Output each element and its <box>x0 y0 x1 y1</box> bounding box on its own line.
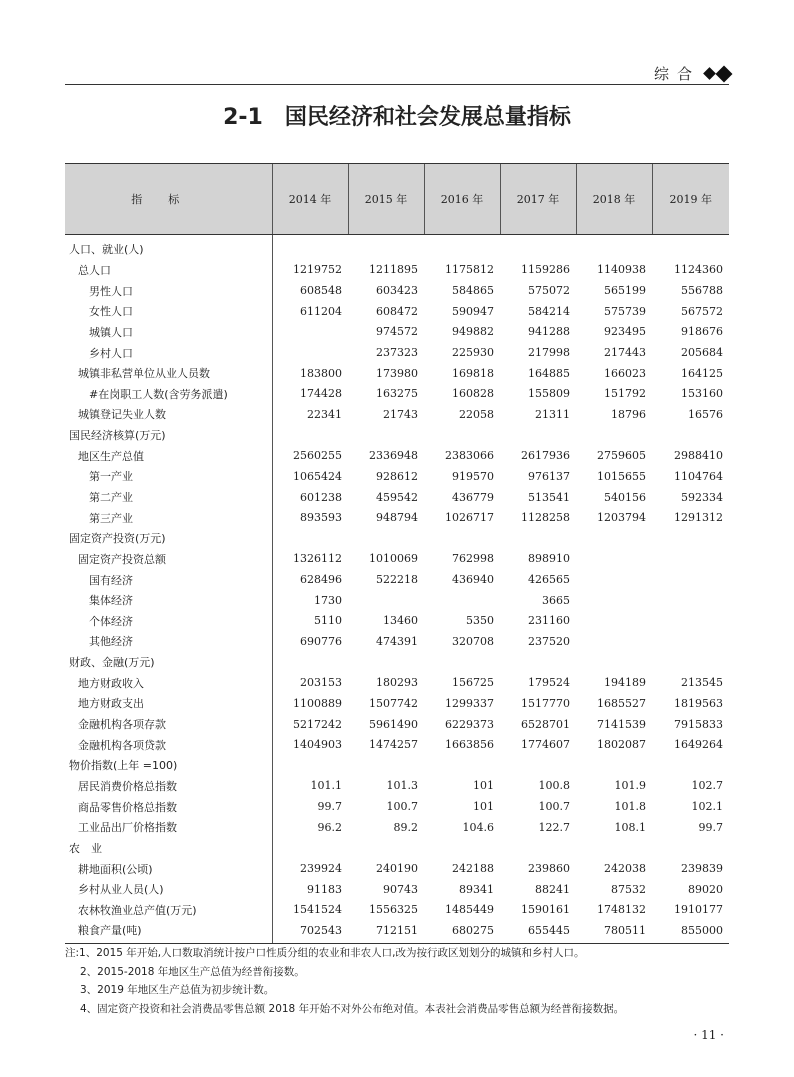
table-row <box>65 755 729 776</box>
table-row <box>65 301 729 322</box>
cell-value <box>576 590 652 611</box>
row-label: 金融机构各项贷款 <box>65 734 272 755</box>
table-row <box>65 652 729 673</box>
cell-value: 575739 <box>604 304 646 318</box>
row-label: 农 业 <box>65 838 272 859</box>
row-label: 个体经济 <box>65 611 272 632</box>
row-label: 固定资产投资(万元) <box>65 528 272 549</box>
row-label: #在岗职工人数(含劳务派遣) <box>65 383 272 404</box>
table-header-row <box>65 164 729 235</box>
note-line: 注:1、2015 年开始,人口数取消统计按户口性质分组的农业和非农人口,改为按行政区划划分的城镇和乡村人口。 <box>65 947 585 959</box>
cell-value: 1140938 <box>597 263 646 277</box>
cell-value <box>424 528 500 549</box>
cell-value: 7915833 <box>674 717 723 731</box>
cell-value: 166023 <box>604 366 646 380</box>
row-label: 工业品出厂价格指数 <box>65 817 272 838</box>
cell-value: 101.8 <box>614 800 646 814</box>
table-row <box>65 445 729 466</box>
cell-value <box>272 425 348 446</box>
cell-value: 1299337 <box>445 696 494 710</box>
cell-value <box>348 590 424 611</box>
cell-value: 100.7 <box>538 800 570 814</box>
cell-value <box>500 528 576 549</box>
diamond-icon <box>702 68 730 80</box>
row-label: 居民消费价格总指数 <box>65 776 272 797</box>
cell-value: 762998 <box>452 552 494 566</box>
cell-value: 101 <box>473 800 494 814</box>
cell-value: 194189 <box>604 676 646 690</box>
cell-value: 173980 <box>376 366 418 380</box>
row-label: 城镇登记失业人数 <box>65 404 272 425</box>
cell-value <box>424 425 500 446</box>
cell-value: 1590161 <box>521 903 570 917</box>
cell-value: 156725 <box>452 676 494 690</box>
cell-value: 231160 <box>528 614 570 628</box>
cell-value: 949882 <box>452 325 494 339</box>
cell-value: 101 <box>473 779 494 793</box>
cell-value <box>272 528 348 549</box>
cell-value: 89.2 <box>393 820 418 834</box>
cell-value: 155809 <box>528 387 570 401</box>
table-row <box>65 528 729 549</box>
cell-value: 1326112 <box>293 552 342 566</box>
table-row <box>65 404 729 425</box>
table-title: 国民经济和社会发展总量指标 <box>284 105 571 130</box>
row-label: 女性人口 <box>65 301 272 322</box>
cell-value <box>424 838 500 859</box>
row-label: 乡村人口 <box>65 342 272 363</box>
cell-value: 575072 <box>528 284 570 298</box>
row-label: 城镇人口 <box>65 322 272 343</box>
cell-value: 459542 <box>376 490 418 504</box>
cell-value <box>424 590 500 611</box>
cell-value: 99.7 <box>698 820 723 834</box>
cell-value <box>652 549 729 570</box>
row-label: 第三产业 <box>65 507 272 528</box>
cell-value: 5110 <box>314 614 342 628</box>
header-rule <box>65 84 729 85</box>
cell-value: 240190 <box>376 862 418 876</box>
table-row <box>65 817 729 838</box>
cell-value: 976137 <box>528 469 570 483</box>
cell-value: 153160 <box>681 387 723 401</box>
cell-value <box>348 652 424 673</box>
cell-value: 1774607 <box>521 738 570 752</box>
cell-value: 1291312 <box>674 511 723 525</box>
row-label: 总人口 <box>65 260 272 281</box>
cell-value: 88241 <box>535 882 570 896</box>
cell-value: 1124360 <box>674 263 723 277</box>
cell-value: 436779 <box>452 490 494 504</box>
cell-value <box>348 755 424 776</box>
cell-value: 513541 <box>528 490 570 504</box>
cell-value <box>576 611 652 632</box>
row-label: 地方财政收入 <box>65 672 272 693</box>
cell-value: 1802087 <box>597 738 646 752</box>
table-row <box>65 900 729 921</box>
row-label: 商品零售价格总指数 <box>65 796 272 817</box>
row-label: 城镇非私营单位从业人员数 <box>65 363 272 384</box>
cell-value: 1556325 <box>369 903 418 917</box>
cell-value: 584865 <box>452 284 494 298</box>
cell-value: 101.9 <box>614 779 646 793</box>
cell-value: 1128258 <box>521 511 570 525</box>
cell-value: 1730 <box>314 593 342 607</box>
cell-value: 242188 <box>452 862 494 876</box>
cell-value <box>348 425 424 446</box>
cell-value: 22058 <box>459 407 494 421</box>
cell-value: 180293 <box>376 676 418 690</box>
table-row <box>65 796 729 817</box>
cell-value: 164885 <box>528 366 570 380</box>
cell-value <box>576 528 652 549</box>
cell-value: 918676 <box>681 325 723 339</box>
row-label: 固定资产投资总额 <box>65 549 272 570</box>
cell-value <box>500 235 576 260</box>
cell-value: 474391 <box>376 634 418 648</box>
cell-value: 1819563 <box>674 696 723 710</box>
table-row <box>65 611 729 632</box>
cell-value: 898910 <box>528 552 570 566</box>
row-label: 物价指数(上年 =100) <box>65 755 272 776</box>
cell-value <box>576 755 652 776</box>
cell-value: 100.8 <box>538 779 570 793</box>
cell-value: 101.3 <box>386 779 418 793</box>
row-label: 农林牧渔业总产值(万元) <box>65 900 272 921</box>
cell-value: 1159286 <box>521 263 570 277</box>
cell-value: 213545 <box>681 676 723 690</box>
table-row <box>65 383 729 404</box>
cell-value: 237520 <box>528 634 570 648</box>
cell-value: 183800 <box>300 366 342 380</box>
cell-value: 91183 <box>307 882 342 896</box>
cell-value: 1219752 <box>293 263 342 277</box>
row-label: 地区生产总值 <box>65 445 272 466</box>
cell-value: 2560255 <box>293 449 342 463</box>
cell-value: 1100889 <box>293 696 342 710</box>
cell-value: 205684 <box>681 346 723 360</box>
cell-value: 6528701 <box>521 717 570 731</box>
page-number: · 11 · <box>693 1028 724 1042</box>
cell-value: 163275 <box>376 387 418 401</box>
cell-value: 1748132 <box>597 903 646 917</box>
cell-value: 89341 <box>459 882 494 896</box>
cell-value: 426565 <box>528 573 570 587</box>
cell-value: 1507742 <box>369 696 418 710</box>
cell-value: 18796 <box>611 407 646 421</box>
cell-value: 239860 <box>528 862 570 876</box>
cell-value: 237323 <box>376 346 418 360</box>
cell-value: 5217242 <box>293 717 342 731</box>
cell-value: 104.6 <box>462 820 494 834</box>
cell-value: 948794 <box>376 511 418 525</box>
cell-value <box>652 528 729 549</box>
cell-value: 1203794 <box>597 511 646 525</box>
cell-value: 1485449 <box>445 903 494 917</box>
cell-value: 1474257 <box>369 738 418 752</box>
cell-value: 611204 <box>300 304 342 318</box>
row-label: 金融机构各项存款 <box>65 714 272 735</box>
table-row <box>65 342 729 363</box>
row-label: 男性人口 <box>65 280 272 301</box>
cell-value: 164125 <box>681 366 723 380</box>
table-row <box>65 879 729 900</box>
cell-value: 151792 <box>604 387 646 401</box>
cell-value <box>652 755 729 776</box>
cell-value: 96.2 <box>317 820 342 834</box>
cell-value <box>652 611 729 632</box>
cell-value <box>272 838 348 859</box>
table-row <box>65 776 729 797</box>
cell-value <box>272 342 348 363</box>
cell-value: 5350 <box>466 614 494 628</box>
cell-value: 22341 <box>307 407 342 421</box>
cell-value: 122.7 <box>538 820 570 834</box>
table-row <box>65 466 729 487</box>
cell-value: 436940 <box>452 573 494 587</box>
note-line: 4、固定资产投资和社会消费品零售总额 2018 年开始不对外公布绝对值。本表社会消费品零售总额为经普衔接数据。 <box>80 1002 625 1015</box>
row-label: 粮食产量(吨) <box>65 920 272 943</box>
table-row <box>65 734 729 755</box>
cell-value <box>272 322 348 343</box>
cell-value: 99.7 <box>317 800 342 814</box>
cell-value: 601238 <box>300 490 342 504</box>
cell-value <box>576 631 652 652</box>
cell-value: 217998 <box>528 346 570 360</box>
cell-value <box>424 755 500 776</box>
header-year: 2019 年 <box>652 164 729 235</box>
cell-value: 242038 <box>604 862 646 876</box>
table-body <box>65 235 729 944</box>
table-row <box>65 838 729 859</box>
cell-value: 1649264 <box>674 738 723 752</box>
table-row <box>65 549 729 570</box>
cell-value: 21311 <box>535 407 570 421</box>
cell-value: 923495 <box>604 325 646 339</box>
cell-value: 567572 <box>681 304 723 318</box>
cell-value: 584214 <box>528 304 570 318</box>
row-label: 集体经济 <box>65 590 272 611</box>
table-row <box>65 858 729 879</box>
cell-value <box>652 425 729 446</box>
cell-value: 1517770 <box>521 696 570 710</box>
cell-value <box>652 838 729 859</box>
cell-value: 89020 <box>688 882 723 896</box>
row-label: 乡村从业人员(人) <box>65 879 272 900</box>
cell-value: 239839 <box>681 862 723 876</box>
cell-value: 87532 <box>611 882 646 896</box>
cell-value <box>424 235 500 260</box>
cell-value: 7141539 <box>597 717 646 731</box>
table-row <box>65 260 729 281</box>
table-row <box>65 322 729 343</box>
header-year: 2018 年 <box>576 164 652 235</box>
cell-value <box>652 652 729 673</box>
header-indicator: 指标 <box>65 164 272 235</box>
cell-value <box>500 755 576 776</box>
cell-value: 680275 <box>424 920 500 943</box>
table-row <box>65 672 729 693</box>
row-label: 财政、金融(万元) <box>65 652 272 673</box>
page-title <box>0 100 794 131</box>
note-line: 2、2015-2018 年地区生产总值为经普衔接数。 <box>80 965 305 978</box>
indicator-table <box>65 163 729 944</box>
table-row <box>65 920 729 943</box>
cell-value <box>272 652 348 673</box>
cell-value: 174428 <box>300 387 342 401</box>
cell-value: 6229373 <box>445 717 494 731</box>
cell-value: 179524 <box>528 676 570 690</box>
table-number: 2-1 <box>223 105 263 130</box>
cell-value: 1663856 <box>445 738 494 752</box>
section-label: 综合 <box>653 65 700 83</box>
row-label: 其他经济 <box>65 631 272 652</box>
row-label: 第一产业 <box>65 466 272 487</box>
table-row <box>65 714 729 735</box>
cell-value: 1065424 <box>293 469 342 483</box>
cell-value <box>500 652 576 673</box>
cell-value <box>652 590 729 611</box>
cell-value: 13460 <box>383 614 418 628</box>
cell-value <box>272 755 348 776</box>
table-row <box>65 631 729 652</box>
cell-value: 108.1 <box>614 820 646 834</box>
cell-value: 1910177 <box>674 903 723 917</box>
cell-value <box>500 838 576 859</box>
cell-value: 1404903 <box>293 738 342 752</box>
row-label: 国民经济核算(万元) <box>65 425 272 446</box>
cell-value <box>272 235 348 260</box>
cell-value: 1175812 <box>445 263 494 277</box>
cell-value <box>652 631 729 652</box>
cell-value: 1010069 <box>369 552 418 566</box>
header-year: 2017 年 <box>500 164 576 235</box>
section-tag <box>654 63 730 84</box>
cell-value: 690776 <box>300 634 342 648</box>
cell-value <box>500 425 576 446</box>
cell-value: 592334 <box>681 490 723 504</box>
row-label: 地方财政支出 <box>65 693 272 714</box>
cell-value <box>348 235 424 260</box>
cell-value: 1541524 <box>293 903 342 917</box>
row-label: 国有经济 <box>65 569 272 590</box>
cell-value: 655445 <box>500 920 576 943</box>
cell-value <box>652 569 729 590</box>
cell-value: 102.1 <box>691 800 723 814</box>
cell-value: 239924 <box>300 862 342 876</box>
cell-value: 540156 <box>604 490 646 504</box>
cell-value <box>348 838 424 859</box>
cell-value: 941288 <box>528 325 570 339</box>
cell-value: 608548 <box>300 284 342 298</box>
cell-value: 1104764 <box>674 469 723 483</box>
row-label: 第二产业 <box>65 487 272 508</box>
table-row <box>65 569 729 590</box>
cell-value: 590947 <box>452 304 494 318</box>
cell-value: 5961490 <box>369 717 418 731</box>
header-year: 2016 年 <box>424 164 500 235</box>
cell-value <box>576 569 652 590</box>
cell-value <box>576 652 652 673</box>
cell-value: 1211895 <box>369 263 418 277</box>
cell-value: 320708 <box>452 634 494 648</box>
cell-value: 603423 <box>376 284 418 298</box>
table-row <box>65 363 729 384</box>
cell-value <box>576 838 652 859</box>
cell-value <box>652 235 729 260</box>
cell-value <box>424 652 500 673</box>
cell-value: 1015655 <box>597 469 646 483</box>
cell-value: 21743 <box>383 407 418 421</box>
cell-value: 565199 <box>604 284 646 298</box>
cell-value: 1026717 <box>445 511 494 525</box>
cell-value: 928612 <box>376 469 418 483</box>
cell-value: 628496 <box>300 573 342 587</box>
cell-value: 169818 <box>452 366 494 380</box>
cell-value: 90743 <box>383 882 418 896</box>
cell-value: 919570 <box>452 469 494 483</box>
cell-value: 16576 <box>688 407 723 421</box>
cell-value: 102.7 <box>691 779 723 793</box>
cell-value: 217443 <box>604 346 646 360</box>
cell-value <box>576 425 652 446</box>
cell-value: 712151 <box>348 920 424 943</box>
cell-value: 3665 <box>542 593 570 607</box>
cell-value: 974572 <box>376 325 418 339</box>
header-year: 2014 年 <box>272 164 348 235</box>
cell-value: 101.1 <box>310 779 342 793</box>
cell-value: 893593 <box>300 511 342 525</box>
cell-value: 2383066 <box>445 449 494 463</box>
table-row <box>65 693 729 714</box>
cell-value: 1685527 <box>597 696 646 710</box>
cell-value: 608472 <box>376 304 418 318</box>
table-row <box>65 590 729 611</box>
cell-value: 225930 <box>452 346 494 360</box>
cell-value: 2988410 <box>674 449 723 463</box>
cell-value: 2617936 <box>521 449 570 463</box>
note-line: 3、2019 年地区生产总值为初步统计数。 <box>80 984 275 996</box>
cell-value: 2759605 <box>597 449 646 463</box>
cell-value: 556788 <box>681 284 723 298</box>
cell-value: 203153 <box>300 676 342 690</box>
table-row <box>65 280 729 301</box>
cell-value: 702543 <box>272 920 348 943</box>
table-row <box>65 425 729 446</box>
header-year: 2015 年 <box>348 164 424 235</box>
cell-value: 855000 <box>652 920 729 943</box>
table-row <box>65 507 729 528</box>
cell-value <box>348 528 424 549</box>
cell-value <box>576 549 652 570</box>
table-row <box>65 487 729 508</box>
cell-value: 2336948 <box>369 449 418 463</box>
cell-value: 780511 <box>576 920 652 943</box>
cell-value: 100.7 <box>386 800 418 814</box>
cell-value <box>576 235 652 260</box>
row-label: 人口、就业(人) <box>65 235 272 260</box>
row-label: 耕地面积(公顷) <box>65 858 272 879</box>
cell-value: 160828 <box>452 387 494 401</box>
notes <box>65 944 745 1018</box>
table-row <box>65 235 729 260</box>
cell-value: 522218 <box>376 573 418 587</box>
